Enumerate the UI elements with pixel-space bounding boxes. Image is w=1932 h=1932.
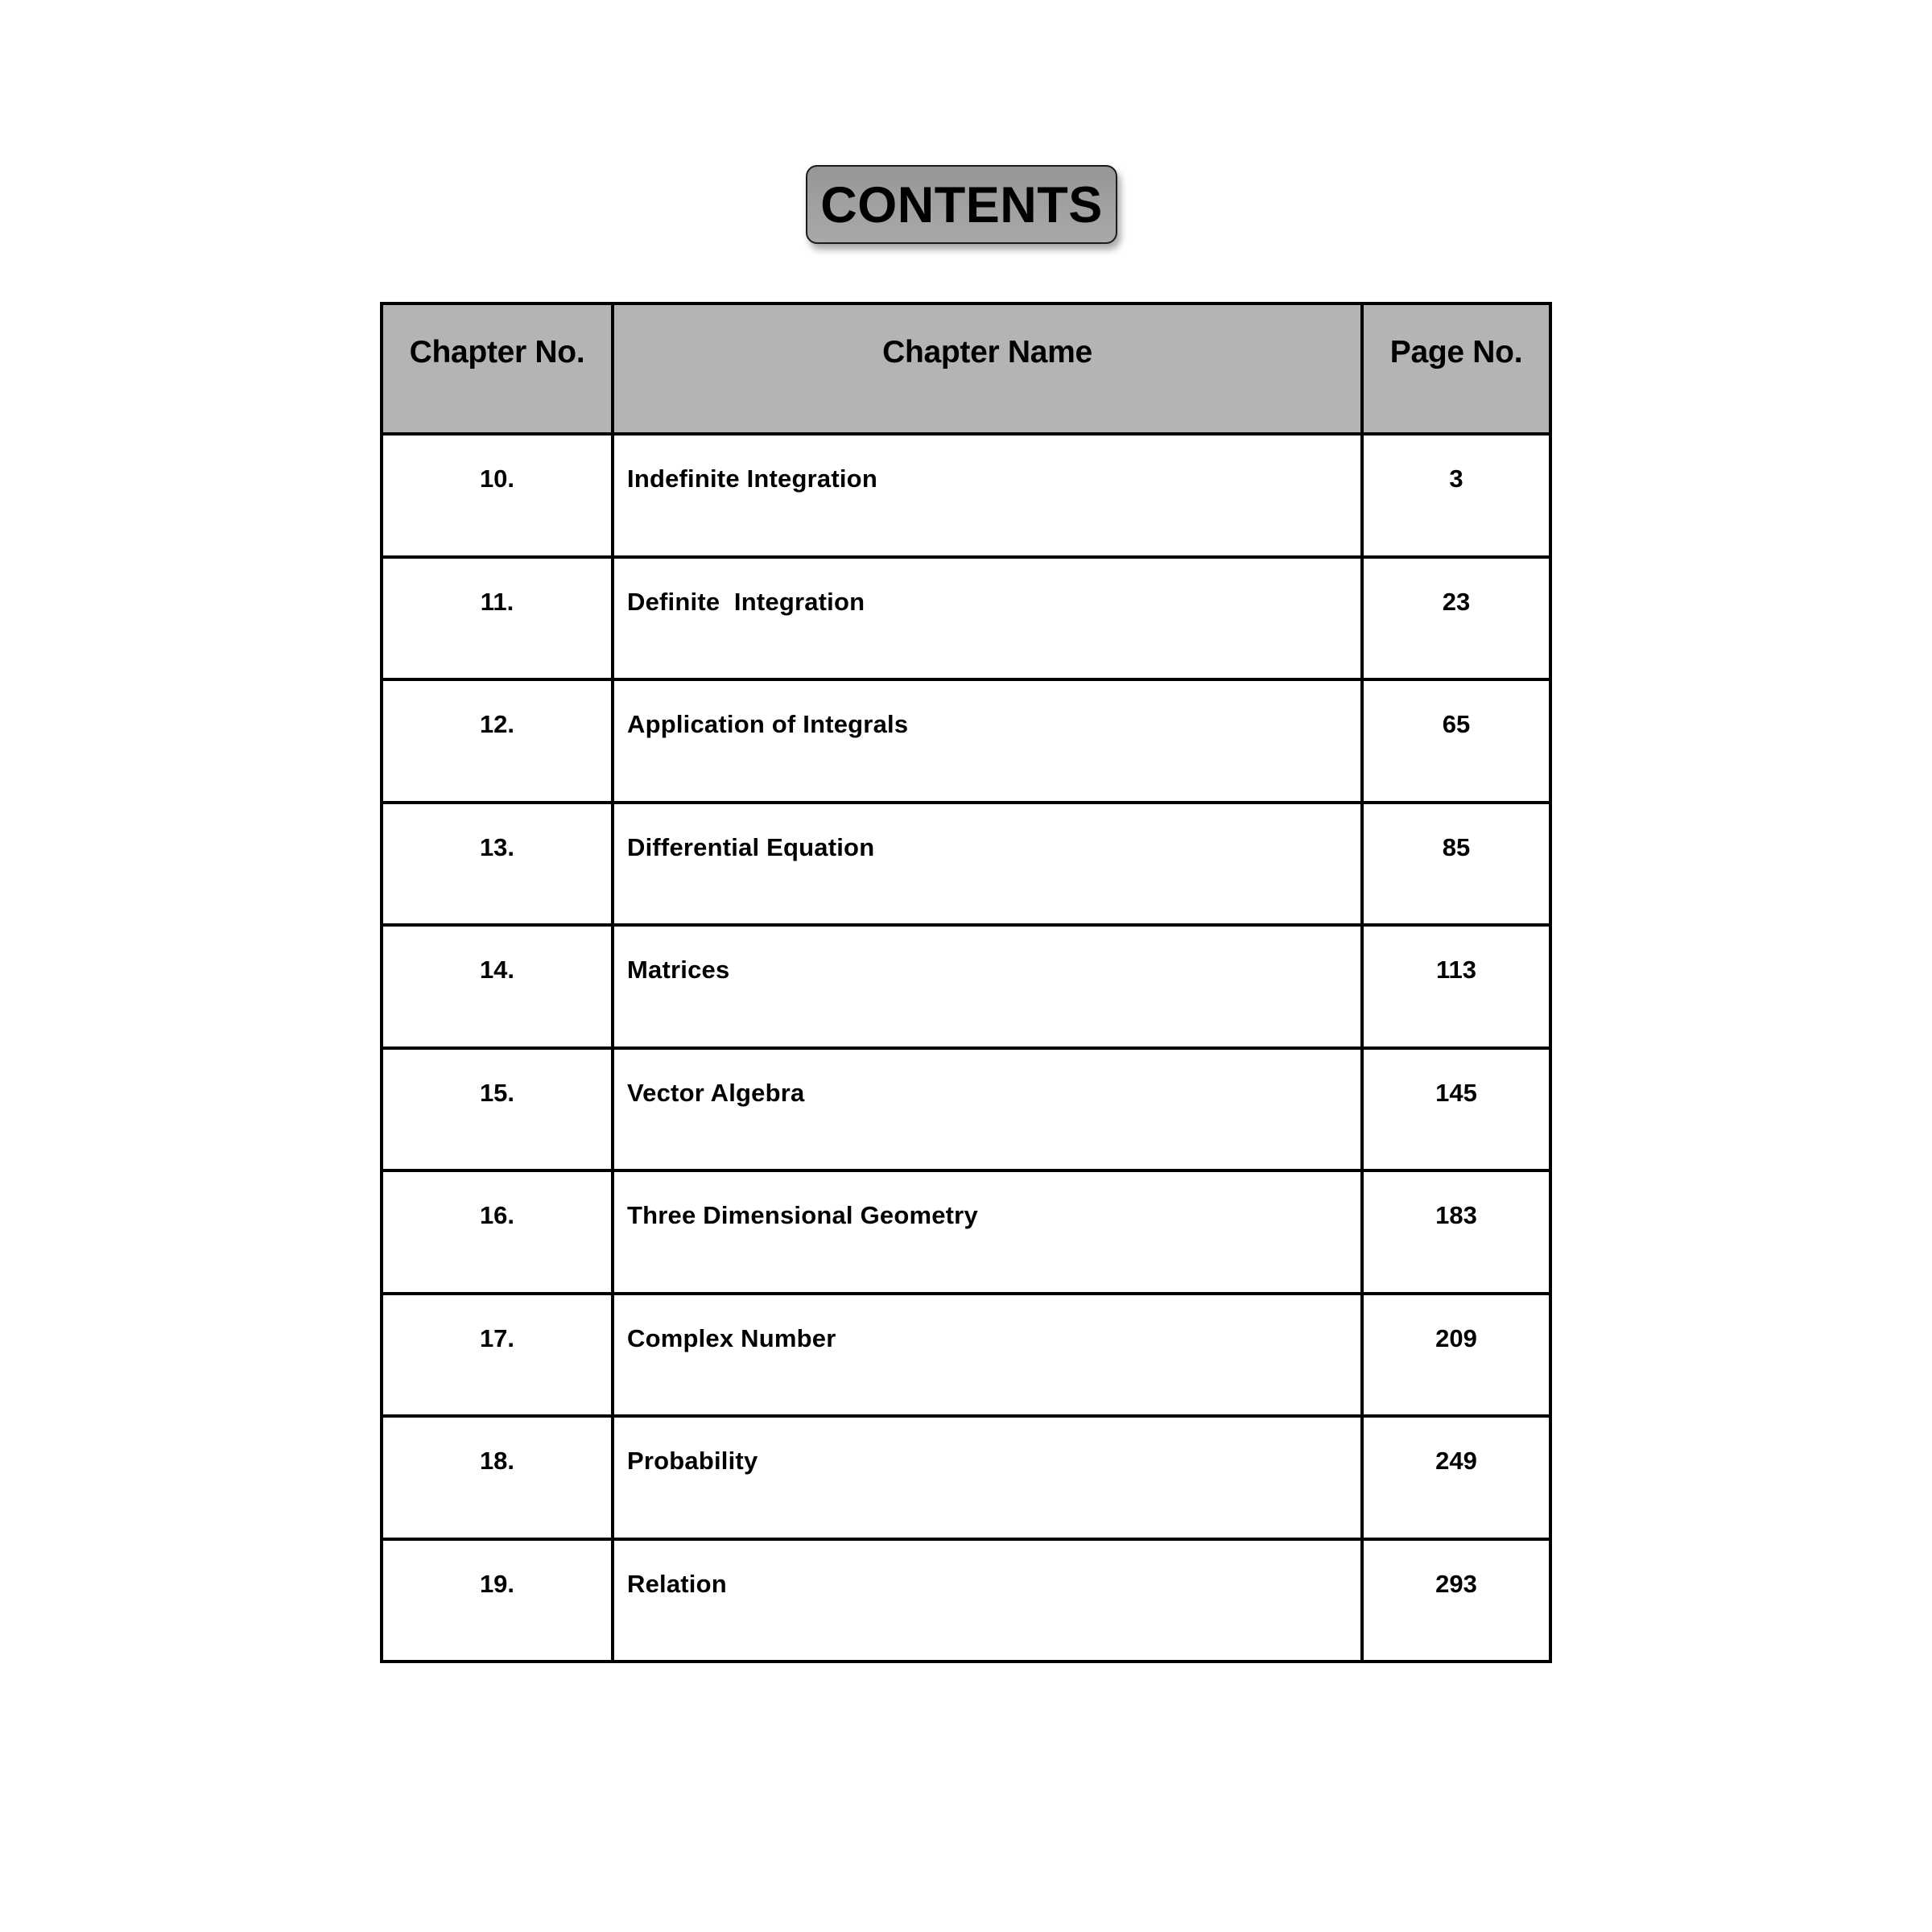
table-row xyxy=(382,1170,1550,1294)
chapter-number: 17. xyxy=(382,1294,613,1417)
chapter-number: 18. xyxy=(382,1416,613,1539)
table-header-row xyxy=(382,303,1550,434)
table-row xyxy=(382,679,1550,803)
chapter-name: Relation xyxy=(613,1539,1362,1662)
chapter-name: Indefinite Integration xyxy=(613,434,1362,557)
chapter-number: 14. xyxy=(382,925,613,1048)
contents-table xyxy=(380,302,1552,1663)
chapter-number: 15. xyxy=(382,1048,613,1171)
chapter-name: Complex Number xyxy=(613,1294,1362,1417)
chapter-number: 11. xyxy=(382,557,613,680)
table-row xyxy=(382,1416,1550,1539)
header-page-no: Page No. xyxy=(1362,303,1550,434)
chapter-number: 12. xyxy=(382,679,613,803)
page-title: CONTENTS xyxy=(820,176,1103,233)
header-chapter-name: Chapter Name xyxy=(613,303,1362,434)
table-row xyxy=(382,1048,1550,1171)
table-row xyxy=(382,1539,1550,1662)
table-row xyxy=(382,803,1550,926)
table-row xyxy=(382,434,1550,557)
chapter-name: Matrices xyxy=(613,925,1362,1048)
chapter-name: Probability xyxy=(613,1416,1362,1539)
table-row xyxy=(382,557,1550,680)
page-number: 293 xyxy=(1362,1539,1550,1662)
chapter-number: 19. xyxy=(382,1539,613,1662)
chapter-name: Three Dimensional Geometry xyxy=(613,1170,1362,1294)
table-row xyxy=(382,1294,1550,1417)
page-number: 209 xyxy=(1362,1294,1550,1417)
contents-title-box xyxy=(806,165,1117,244)
page-number: 249 xyxy=(1362,1416,1550,1539)
page-number: 145 xyxy=(1362,1048,1550,1171)
chapter-number: 13. xyxy=(382,803,613,926)
chapter-name: Differential Equation xyxy=(613,803,1362,926)
page-number: 113 xyxy=(1362,925,1550,1048)
page-number: 23 xyxy=(1362,557,1550,680)
chapter-name: Definite Integration xyxy=(613,557,1362,680)
page-number: 3 xyxy=(1362,434,1550,557)
chapter-name: Vector Algebra xyxy=(613,1048,1362,1171)
chapter-number: 16. xyxy=(382,1170,613,1294)
header-chapter-no: Chapter No. xyxy=(382,303,613,434)
page-number: 65 xyxy=(1362,679,1550,803)
page-number: 85 xyxy=(1362,803,1550,926)
chapter-number: 10. xyxy=(382,434,613,557)
page-number: 183 xyxy=(1362,1170,1550,1294)
table-row xyxy=(382,925,1550,1048)
chapter-name: Application of Integrals xyxy=(613,679,1362,803)
